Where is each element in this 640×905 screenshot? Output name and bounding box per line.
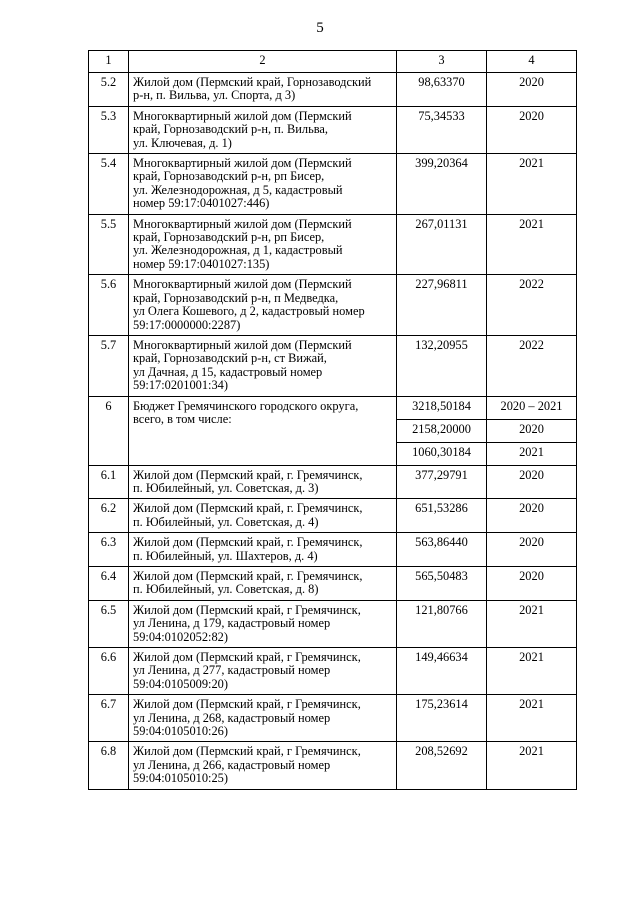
table-row [89, 648, 577, 695]
row-amount: 75,34533 [397, 106, 487, 153]
description-line: Жилой дом (Пермский край, г Гремячинск, [133, 697, 361, 712]
description-line: номер 59:17:0401027:135) [133, 256, 270, 271]
description-line: Многоквартирный жилой дом (Пермский [133, 216, 352, 231]
budget-row [89, 396, 577, 419]
row-year: 2020 [487, 499, 577, 533]
description-line: край, Горнозаводский р-н, рп Бисер, [133, 169, 325, 184]
row-number: 6.8 [89, 742, 129, 789]
description-line: ул Олега Кошевого, д 2, кадастровый номер [133, 304, 365, 319]
page-number: 5 [316, 20, 324, 36]
row-description [129, 154, 397, 215]
row-year: 2020 [487, 566, 577, 600]
row-year: 2021 [487, 214, 577, 275]
row-amount: 563,86440 [397, 533, 487, 567]
row-year: 2021 [487, 154, 577, 215]
description-line: п. Юбилейный, ул. Советская, д. 4) [133, 514, 319, 529]
table-row [89, 214, 577, 275]
description-line: ул Ленина, д 266, кадастровый номер [133, 757, 331, 772]
row-year: 2020 [487, 106, 577, 153]
row-number: 5.4 [89, 154, 129, 215]
row-number: 5.7 [89, 335, 129, 396]
description-line: 59:04:0105010:26) [133, 724, 228, 739]
row-number: 6.7 [89, 695, 129, 742]
row-description [129, 465, 397, 499]
description-line: ул Ленина, д 179, кадастровый номер [133, 616, 331, 631]
row-year: 2022 [487, 335, 577, 396]
description-line: ул Ленина, д 268, кадастровый номер [133, 710, 331, 725]
row-year: 2022 [487, 275, 577, 336]
description-line: п. Юбилейный, ул. Советская, д. 3) [133, 480, 319, 495]
row-amount: 121,80766 [397, 600, 487, 647]
description-line: 59:04:0102052:82) [133, 629, 228, 644]
description-line: всего, в том числе: [133, 411, 232, 426]
row-year: 2021 [487, 600, 577, 647]
row-number: 6.4 [89, 566, 129, 600]
table-row [89, 73, 577, 107]
row-description [129, 499, 397, 533]
row-amount: 565,50483 [397, 566, 487, 600]
header-col-4: 4 [487, 51, 577, 73]
row-description [129, 695, 397, 742]
budget-block [89, 396, 577, 465]
description-line: Жилой дом (Пермский край, г. Гремячинск, [133, 568, 363, 583]
description-line: 59:04:0105010:25) [133, 771, 228, 786]
row-number: 5.2 [89, 73, 129, 107]
table-header-row [89, 51, 577, 73]
budget-2020-year: 2020 [487, 419, 577, 442]
row-number: 6.2 [89, 499, 129, 533]
table-row [89, 533, 577, 567]
description-line: р-н, п. Вильва, ул. Спорта, д 3) [133, 88, 296, 103]
description-line: край, Горнозаводский р-н, рп Бисер, [133, 230, 325, 245]
budget-2020-value: 2158,20000 [397, 419, 487, 442]
row-number: 5.3 [89, 106, 129, 153]
table-row [89, 600, 577, 647]
description-line: ул Дачная, д 15, кадастровый номер [133, 364, 323, 379]
description-line: Жилой дом (Пермский край, г. Гремячинск, [133, 467, 363, 482]
row-description [129, 275, 397, 336]
row-number: 6.3 [89, 533, 129, 567]
row-year: 2021 [487, 695, 577, 742]
description-line: п. Юбилейный, ул. Советская, д. 8) [133, 582, 319, 597]
row-description [129, 533, 397, 567]
row-description [129, 106, 397, 153]
row-year: 2021 [487, 648, 577, 695]
row-year: 2020 [487, 533, 577, 567]
description-line: Жилой дом (Пермский край, г Гремячинск, [133, 744, 361, 759]
row-description [129, 214, 397, 275]
table-row [89, 465, 577, 499]
table-row [89, 566, 577, 600]
budget-total-period: 2020 – 2021 [487, 396, 577, 419]
description-line: ул Ленина, д 277, кадастровый номер [133, 663, 331, 678]
row-amount: 175,23614 [397, 695, 487, 742]
row-number: 6.5 [89, 600, 129, 647]
description-line: 59:04:0105009:20) [133, 676, 228, 691]
budget-2021-year: 2021 [487, 442, 577, 465]
description-line: Многоквартирный жилой дом (Пермский [133, 337, 352, 352]
row-description [129, 396, 397, 465]
header-col-3: 3 [397, 51, 487, 73]
table-row [89, 335, 577, 396]
row-number: 6.6 [89, 648, 129, 695]
row-number: 6 [89, 396, 129, 465]
row-amount: 267,01131 [397, 214, 487, 275]
description-line: Жилой дом (Пермский край, г Гремячинск, [133, 602, 361, 617]
row-description [129, 600, 397, 647]
description-line: Многоквартирный жилой дом (Пермский [133, 277, 352, 292]
budget-total-value: 3218,50184 [397, 396, 487, 419]
row-number: 5.6 [89, 275, 129, 336]
description-line: Жилой дом (Пермский край, г. Гремячинск, [133, 501, 363, 516]
row-amount: 377,29791 [397, 465, 487, 499]
row-amount: 132,20955 [397, 335, 487, 396]
row-description [129, 73, 397, 107]
table-body-section-6 [89, 465, 577, 789]
description-line: ул. Железнодорожная, д 5, кадастровый [133, 182, 343, 197]
description-line: ул. Ключевая, д. 1) [133, 135, 232, 150]
row-number: 6.1 [89, 465, 129, 499]
row-amount: 208,52692 [397, 742, 487, 789]
description-line: п. Юбилейный, ул. Шахтеров, д. 4) [133, 548, 318, 563]
row-amount: 149,46634 [397, 648, 487, 695]
row-amount: 399,20364 [397, 154, 487, 215]
row-description [129, 648, 397, 695]
table-row [89, 742, 577, 789]
header-col-1: 1 [89, 51, 129, 73]
description-line: Жилой дом (Пермский край, г Гремячинск, [133, 650, 361, 664]
description-line: 59:17:0000000:2287) [133, 317, 241, 332]
row-amount: 98,63370 [397, 73, 487, 107]
description-line: край, Горнозаводский р-н, ст Вижай, [133, 351, 327, 366]
row-year: 2021 [487, 742, 577, 789]
description-line: Многоквартирный жилой дом (Пермский [133, 108, 352, 123]
description-line: Бюджет Гремячинского городского округа, [133, 398, 359, 413]
row-description [129, 566, 397, 600]
header-col-2: 2 [129, 51, 397, 73]
description-line: край, Горнозаводский р-н, п. Вильва, [133, 122, 328, 137]
budget-2021-value: 1060,30184 [397, 442, 487, 465]
row-year: 2020 [487, 73, 577, 107]
description-line: Жилой дом (Пермский край, Горнозаводский [133, 75, 372, 89]
description-line: Многоквартирный жилой дом (Пермский [133, 156, 352, 171]
table-row [89, 499, 577, 533]
row-description [129, 335, 397, 396]
table-row [89, 275, 577, 336]
table-row [89, 695, 577, 742]
row-amount: 227,96811 [397, 275, 487, 336]
description-line: номер 59:17:0401027:446) [133, 196, 270, 211]
table-row [89, 154, 577, 215]
table-body-section-5 [89, 73, 577, 397]
row-amount: 651,53286 [397, 499, 487, 533]
description-line: край, Горнозаводский р-н, п Медведка, [133, 290, 339, 305]
row-number: 5.5 [89, 214, 129, 275]
row-year: 2020 [487, 465, 577, 499]
table-row [89, 106, 577, 153]
objects-table [88, 50, 577, 790]
row-description [129, 742, 397, 789]
description-line: ул. Железнодорожная, д 1, кадастровый [133, 243, 343, 258]
description-line: 59:17:0201001:34) [133, 378, 228, 393]
description-line: Жилой дом (Пермский край, г. Гремячинск, [133, 535, 363, 550]
